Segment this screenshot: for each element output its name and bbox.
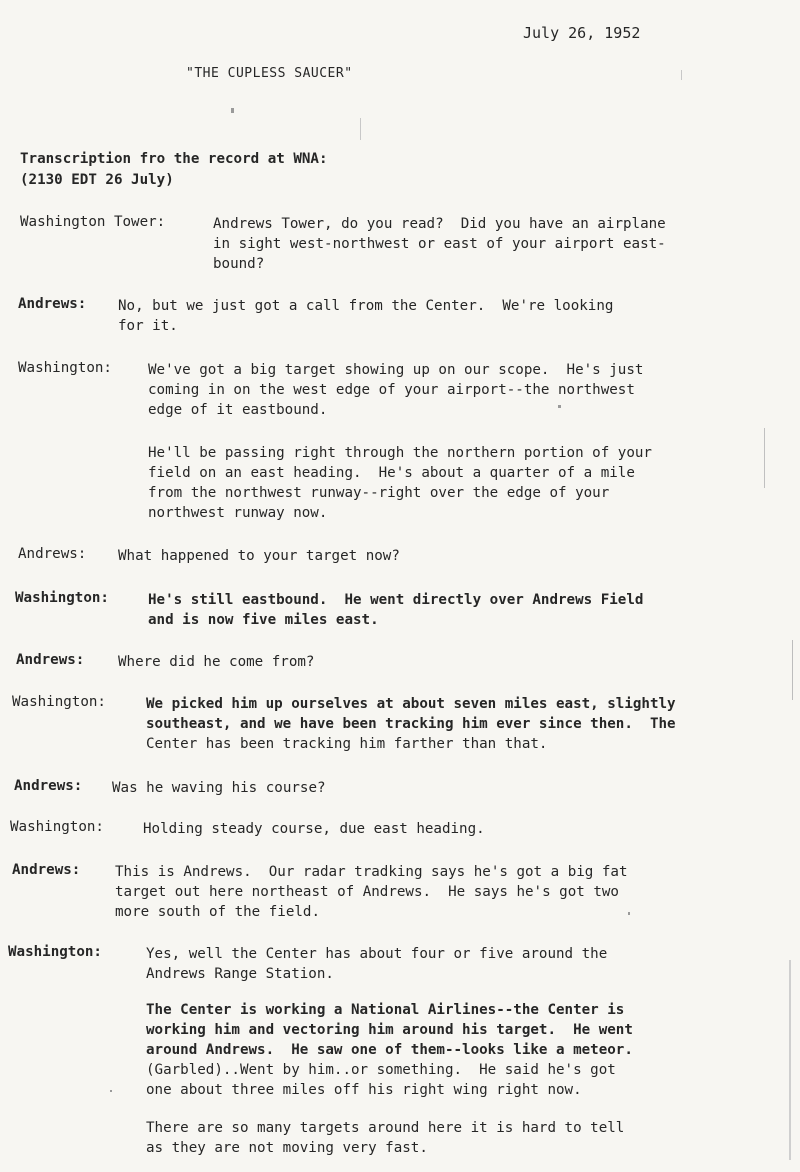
dialogue-line: Yes, well the Center has about four or five around the	[146, 946, 608, 962]
speaker-label: Andrews:	[14, 778, 83, 794]
dialogue-line: Center has been tracking him farther than that.	[146, 736, 548, 752]
speaker-label: Andrews:	[12, 862, 81, 878]
dialogue-line: as they are not moving very fast.	[146, 1140, 428, 1156]
scan-speck	[789, 960, 791, 1160]
scan-speck	[360, 118, 361, 140]
dialogue-line: Andrews Tower, do you read? Did you have an airplane	[213, 216, 666, 232]
dialogue-line: target out here northeast of Andrews. He says he's got two	[115, 884, 619, 900]
speaker-label: Washington Tower:	[20, 214, 166, 230]
scan-speck	[110, 1090, 112, 1092]
dialogue-line: What happened to your target now?	[118, 548, 400, 564]
speaker-label: Andrews:	[16, 652, 85, 668]
dialogue-line: bound?	[213, 256, 265, 272]
dialogue-line: around Andrews. He saw one of them--looks like a meteor.	[146, 1042, 633, 1058]
intro-line: Transcription fro the record at WNA:	[20, 151, 328, 167]
intro-line: (2130 EDT 26 July)	[20, 172, 174, 188]
dialogue-line: and is now five miles east.	[148, 612, 379, 628]
speaker-label: Washington:	[8, 944, 102, 960]
document-title: "THE CUPLESS SAUCER"	[186, 66, 353, 81]
dialogue-line: field on an east heading. He's about a quarter of a mile	[148, 465, 635, 481]
speaker-label: Washington:	[15, 590, 109, 606]
scan-speck	[558, 405, 561, 408]
dialogue-line: He'll be passing right through the northern portion of your	[148, 445, 652, 461]
dialogue-line: northwest runway now.	[148, 505, 328, 521]
scan-speck	[231, 108, 234, 113]
document-date: July 26, 1952	[523, 24, 641, 42]
scan-speck	[792, 640, 793, 700]
dialogue-line: There are so many targets around here it is hard to tell	[146, 1120, 625, 1136]
dialogue-line: southeast, and we have been tracking him ever since then. The	[146, 716, 676, 732]
scan-speck	[764, 428, 765, 488]
dialogue-line: in sight west-northwest or east of your airport east-	[213, 236, 666, 252]
dialogue-line: one about three miles off his right wing right now.	[146, 1082, 582, 1098]
dialogue-line: Was he waving his course?	[112, 780, 326, 796]
dialogue-line: This is Andrews. Our radar tradking says he's got a big fat	[115, 864, 628, 880]
dialogue-line: (Garbled)..Went by him..or something. He said he's got	[146, 1062, 616, 1078]
dialogue-line: coming in on the west edge of your airport--the northwest	[148, 382, 635, 398]
dialogue-line: We picked him up ourselves at about seven miles east, slightly	[146, 696, 676, 712]
dialogue-line: edge of it eastbound.	[148, 402, 328, 418]
speaker-label: Andrews:	[18, 296, 87, 312]
speaker-label: Washington:	[10, 819, 104, 835]
speaker-label: Andrews:	[18, 546, 87, 562]
dialogue-line: more south of the field.	[115, 904, 320, 920]
dialogue-line: working him and vectoring him around his target. He went	[146, 1022, 633, 1038]
dialogue-line: No, but we just got a call from the Center. We're looking	[118, 298, 614, 314]
dialogue-line: Holding steady course, due east heading.	[143, 821, 485, 837]
dialogue-line: We've got a big target showing up on our scope. He's just	[148, 362, 644, 378]
dialogue-line: for it.	[118, 318, 178, 334]
speaker-label: Washington:	[18, 360, 112, 376]
scan-speck	[681, 70, 682, 80]
dialogue-line: He's still eastbound. He went directly over Andrews Field	[148, 592, 644, 608]
dialogue-line: The Center is working a National Airlines--the Center is	[146, 1002, 625, 1018]
dialogue-line: from the northwest runway--right over the edge of your	[148, 485, 610, 501]
dialogue-line: Where did he come from?	[118, 654, 315, 670]
dialogue-line: Andrews Range Station.	[146, 966, 334, 982]
speaker-label: Washington:	[12, 694, 106, 710]
scan-speck	[628, 912, 630, 915]
